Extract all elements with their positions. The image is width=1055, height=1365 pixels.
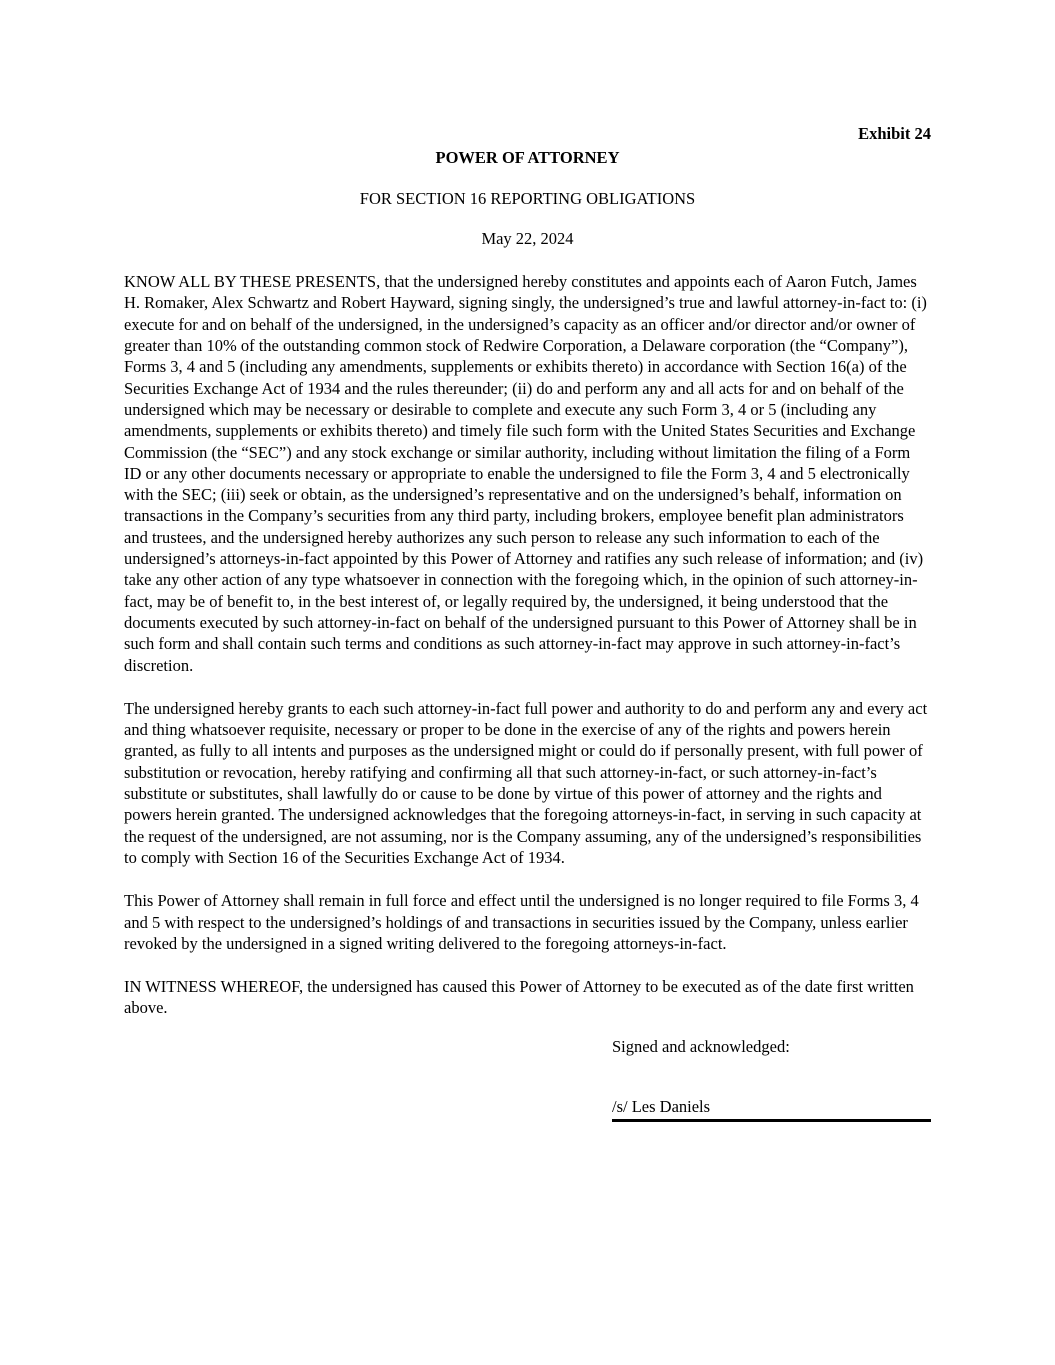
signature-label: Signed and acknowledged: — [612, 1036, 790, 1056]
document-subtitle: FOR SECTION 16 REPORTING OBLIGATIONS — [359, 188, 696, 208]
document-content — [124, 123, 931, 1122]
document-date: May 22, 2024 — [481, 228, 574, 248]
paragraph-duration: This Power of Attorney shall remain in full force and effect until the undersigned is no longer required to file Forms 3, 4 and 5 with respect to the undersigned’s holdings of and transactions in securities issued by the Company, unless earlier revoked by the undersigned in a signed writing delivered to the foregoing attorneys-in-fact. — [124, 891, 919, 953]
paragraph-witness: IN WITNESS WHEREOF, the undersigned has caused this Power of Attorney to be executed as of the date first written above. — [124, 977, 914, 1018]
signature-block — [612, 1036, 931, 1123]
exhibit-label: Exhibit 24 — [858, 124, 931, 143]
document-title: POWER OF ATTORNEY — [435, 148, 620, 168]
signature-name: /s/ Les Daniels — [612, 1096, 931, 1122]
paragraph-appointment: KNOW ALL BY THESE PRESENTS, that the undersigned hereby constitutes and appoints each of Aaron Futch, James H. Romaker, Alex Schwartz and Robert Hayward, signing singly, the undersigned’s true and lawful attorney-in-fact to: (i) execute for and on behalf of the undersigned, in the undersigned’s capacity as an officer and/or director and/or owner of greater than 10% of the outstanding common stock of Redwire Corporation, a Delaware corporation (the “Company”), Forms 3, 4 and 5 (including any amendments, supplements or exhibits thereto) in accordance with Section 16(a) of the Securities Exchange Act of 1934 and the rules thereunder; (ii) do and perform any and all acts for and on behalf of the undersigned which may be necessary or desirable to complete and execute any such Form 3, 4 or 5 (including any amendments, supplements or exhibits thereto) and timely file such form with the United States Securities and Exchange Commission (the “SEC”) and any stock exchange or similar authority, including without limitation the filing of a Form ID or any other documents necessary or appropriate to enable the undersigned to file the Form 3, 4 and 5 electronically with the SEC; (iii) seek or obtain, as the undersigned’s representative and on the undersigned’s behalf, information on transactions in the Company’s securities from any third party, including brokers, employee benefit plan administrators and trustees, and the undersigned hereby authorizes any such person to release any such information to each of the undersigned’s attorneys-in-fact appointed by this Power of Attorney and ratifies any such release of information; and (iv) take any other action of any type whatsoever in connection with the foregoing which, in the opinion of such attorney-in-fact, may be of benefit to, in the best interest of, or legally required by, the undersigned, it being understood that the documents executed by such attorney-in-fact on behalf of the undersigned pursuant to this Power of Attorney shall be in such form and shall contain such terms and conditions as such attorney-in-fact may approve in such attorney-in-fact’s discretion. — [124, 272, 927, 675]
paragraph-grant-of-power: The undersigned hereby grants to each such attorney-in-fact full power and authority to do and perform any and every act and thing whatsoever requisite, necessary or proper to be done in the exercise of any of the rights and powers herein granted, as fully to all intents and purposes as the undersigned might or could do if personally present, with full power of substitution or revocation, hereby ratifying and confirming all that such attorney-in-fact, or such attorney-in-fact’s substitute or substitutes, shall lawfully do or cause to be done by virtue of this power of attorney and the rights and powers herein granted. The undersigned acknowledges that the foregoing attorneys-in-fact, in serving in such capacity at the request of the undersigned, are not assuming, nor is the Company assuming, any of the undersigned’s responsibilities to comply with Section 16 of the Securities Exchange Act of 1934. — [124, 698, 928, 867]
